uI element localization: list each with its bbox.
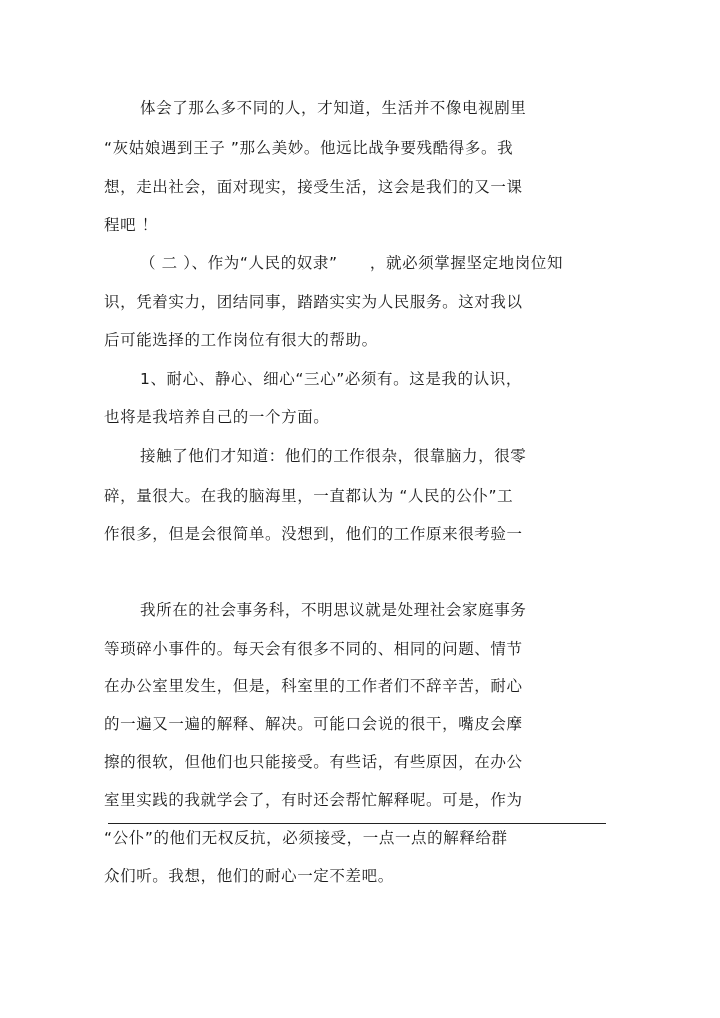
paragraph-line: 我所在的社会事务科，不明思议就是处理社会家庭事务 <box>140 601 527 619</box>
paragraph-line: “灰姑娘遇到王子 ”那么美妙。他远比战争要残酷得多。我 <box>104 139 514 157</box>
paragraph-line: 体会了那么多不同的人，才知道，生活并不像电视剧里 <box>140 99 527 117</box>
paragraph-line: “公仆”的他们无权反抗，必须接受，一点一点的解释给群 <box>104 829 508 847</box>
paragraph-line: 众们听。我想，他们的耐心一定不差吧。 <box>104 867 394 885</box>
section-heading-line: （ 二 ）、作为“人民的奴隶” ，就必须掌握坚定地岗位知 <box>140 254 564 272</box>
paragraph-line: 想，走出社会，面对现实，接受生活，这会是我们的又一课 <box>104 178 523 196</box>
paragraph-line: 后可能选择的工作岗位有很大的帮助。 <box>104 331 378 349</box>
paragraph-line: 室里实践的我就学会了，有时还会帮忙解释呢。可是，作为 <box>104 791 523 809</box>
horizontal-rule <box>108 823 606 824</box>
paragraph-line: 的一遍又一遍的解释、解决。可能口会说的很干，嘴皮会摩 <box>104 715 523 733</box>
paragraph-line: 作很多，但是会很简单。没想到，他们的工作原来很考验一 <box>104 525 523 543</box>
paragraph-line: 擦的很软，但他们也只能接受。有些话，有些原因，在办公 <box>104 753 523 771</box>
paragraph-line: 也将是我培养自己的一个方面。 <box>104 408 330 426</box>
paragraph-line: 碎，量很大。在我的脑海里，一直都认为 “人民的公仆”工 <box>104 487 514 505</box>
paragraph-line: 程吧 ！ <box>104 216 158 234</box>
paragraph-line: 接触了他们才知道：他们的工作很杂，很靠脑力，很零 <box>140 447 527 465</box>
paragraph-line: 等琐碎小事件的。每天会有很多不同的、相同的问题、情节 <box>104 640 523 658</box>
numbered-item-line: 1、耐心、静心、细心“三心”必须有。这是我的认识， <box>140 370 522 388</box>
paragraph-line: 在办公室里发生，但是，科室里的工作者们不辞辛苦，耐心 <box>104 677 523 695</box>
paragraph-line: 识，凭着实力，团结同事，踏踏实实为人民服务。这对我以 <box>104 293 523 311</box>
